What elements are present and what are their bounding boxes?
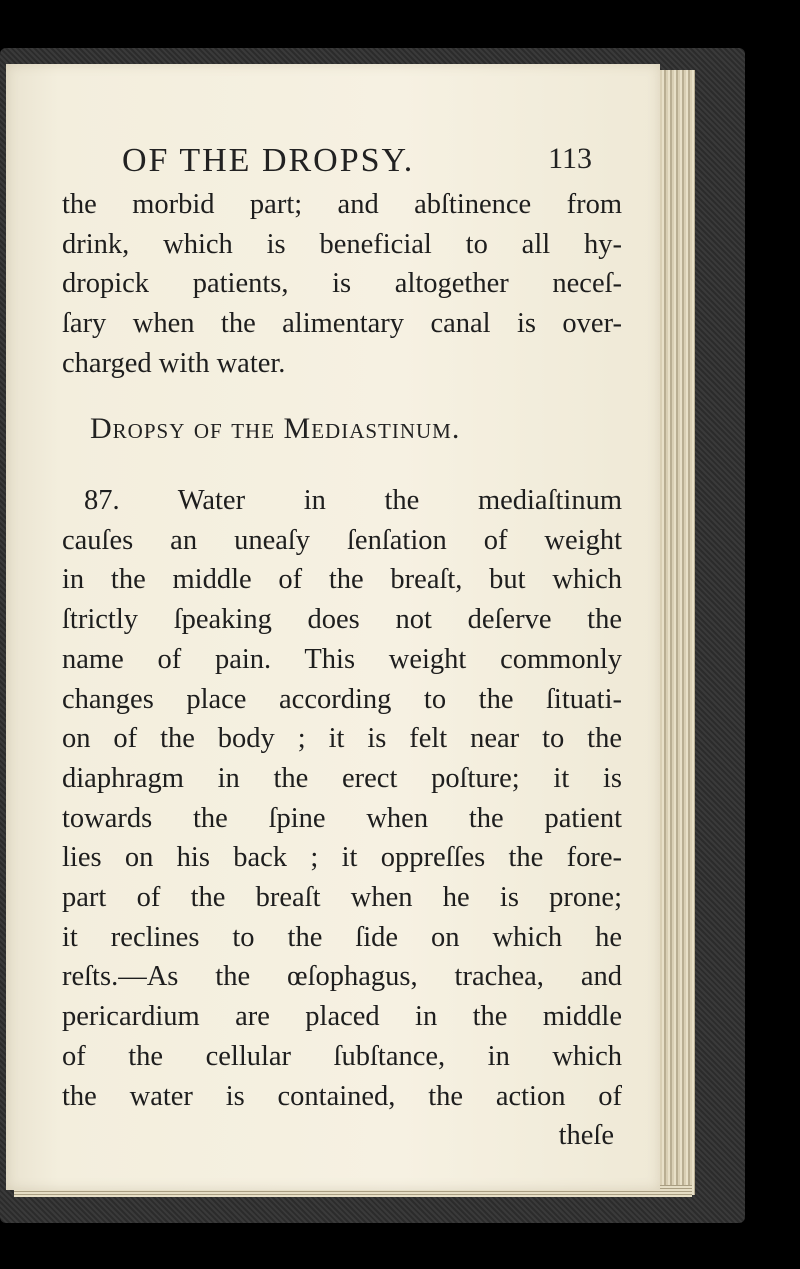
text-line: of the cellular ſubſtance, in which <box>62 1040 622 1072</box>
text-line: on of the body ; it is felt near to the <box>62 723 622 755</box>
text-line: pericardium are placed in the middle <box>62 1001 622 1033</box>
text-line: it reclines to the ſide on which he <box>62 921 622 953</box>
text-line: reſts.—As the œſophagus, trachea, and <box>62 961 622 993</box>
text-line: changes place according to the ſituati- <box>62 683 622 715</box>
text-line: cauſes an uneaſy ſenſation of weight <box>62 524 622 556</box>
running-header <box>122 142 592 180</box>
text-line: ſary when the alimentary canal is over- <box>62 308 622 340</box>
running-title: OF THE DROPSY. <box>122 142 415 179</box>
text-line: name of pain. This weight commonly <box>62 643 622 675</box>
section-heading: Dropsy of the Mediastinum. <box>90 412 461 445</box>
text-line: towards the ſpine when the patient <box>62 802 622 834</box>
text-line: the water is contained, the action of <box>62 1080 622 1112</box>
text-line: dropick patients, is altogether neceſ- <box>62 268 622 300</box>
text-line: drink, which is beneficial to all hy- <box>62 228 622 260</box>
text-line: part of the breaſt when he is prone; <box>62 882 622 914</box>
text-line: ſtrictly ſpeaking does not deſerve the <box>62 604 622 636</box>
text-line: 87. Water in the mediaſtinum <box>84 485 622 516</box>
text-line: diaphragm in the erect poſture; it is <box>62 762 622 794</box>
page-number: 113 <box>548 142 592 175</box>
catchword: theſe <box>558 1120 614 1152</box>
paragraph-1 <box>62 185 622 384</box>
paragraph-2 <box>62 481 622 1156</box>
text-line: charged with water. <box>62 347 286 379</box>
text-line: lies on his back ; it oppreſſes the fore- <box>62 842 622 874</box>
text-line: the morbid part; and abſtinence from <box>62 189 622 220</box>
text-line: in the middle of the breaſt, but which <box>62 564 622 596</box>
